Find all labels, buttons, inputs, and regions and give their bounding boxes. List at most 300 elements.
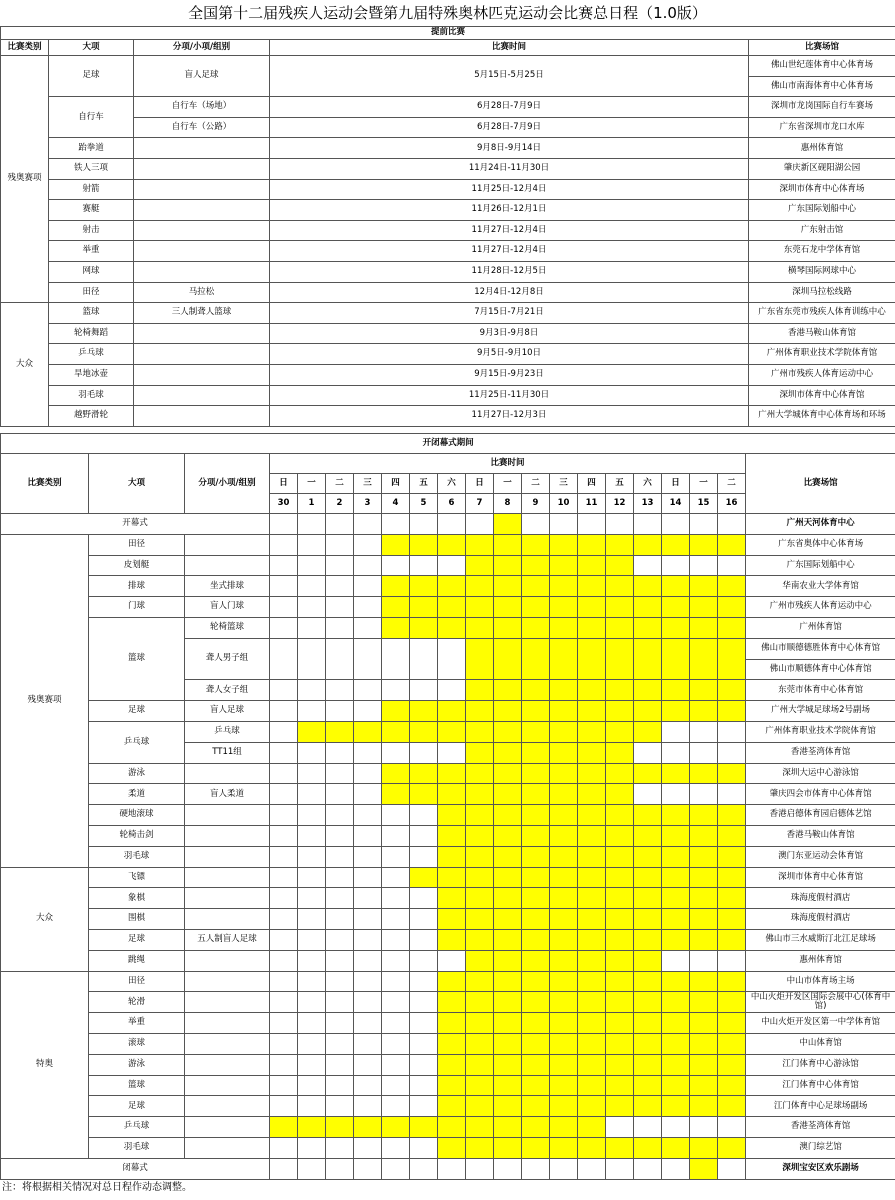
schedule-day-cell — [522, 950, 550, 971]
schedule-day-cell — [466, 784, 494, 805]
sub-event-cell — [185, 805, 270, 826]
weekday-cell: 二 — [326, 474, 354, 494]
schedule-day-cell — [606, 846, 634, 867]
sport-cell: 举重 — [89, 1013, 185, 1034]
main-schedule-table — [0, 433, 895, 1180]
schedule-day-cell — [662, 1075, 690, 1096]
venue-cell: 广东省深圳市龙口水库 — [749, 117, 895, 138]
venue-cell: 广州体育职业技术学院体育馆 — [749, 344, 895, 365]
venue-cell: 深圳马拉松线路 — [749, 282, 895, 303]
schedule-day-cell — [522, 825, 550, 846]
sub-event-cell: 轮椅篮球 — [185, 617, 270, 638]
sub-event-cell — [185, 888, 270, 909]
schedule-day-cell — [522, 1117, 550, 1138]
schedule-day-cell — [606, 888, 634, 909]
schedule-day-cell — [718, 867, 746, 888]
schedule-day-cell — [550, 1013, 578, 1034]
schedule-day-cell — [662, 1096, 690, 1117]
schedule-day-cell — [522, 867, 550, 888]
weekday-cell: 二 — [522, 474, 550, 494]
schedule-day-cell — [718, 1096, 746, 1117]
category-cell: 残奥赛项 — [1, 534, 89, 867]
schedule-day-cell — [690, 514, 718, 535]
time-cell: 7月15日-7月21日 — [270, 303, 749, 324]
schedule-day-cell — [662, 638, 690, 680]
schedule-day-cell — [662, 784, 690, 805]
schedule-day-cell — [466, 597, 494, 618]
venue-cell: 佛山市顺德德胜体育中心体育馆 — [746, 638, 895, 659]
schedule-day-cell — [438, 1096, 466, 1117]
venue-cell: 惠州体育馆 — [749, 138, 895, 159]
schedule-day-cell — [298, 888, 326, 909]
schedule-day-cell — [718, 721, 746, 742]
schedule-day-cell — [438, 763, 466, 784]
schedule-day-cell — [662, 950, 690, 971]
schedule-day-cell — [522, 1054, 550, 1075]
schedule-day-cell — [662, 617, 690, 638]
schedule-day-cell — [690, 1013, 718, 1034]
schedule-day-cell — [662, 534, 690, 555]
sub-event-cell — [185, 1013, 270, 1034]
sport-cell: 排球 — [89, 576, 185, 597]
time-header: 比赛时间 — [270, 454, 746, 474]
schedule-day-cell — [718, 929, 746, 950]
schedule-day-cell — [634, 1117, 662, 1138]
schedule-day-cell — [466, 1033, 494, 1054]
schedule-day-cell — [662, 805, 690, 826]
schedule-day-cell — [578, 784, 606, 805]
schedule-day-cell — [578, 909, 606, 930]
schedule-day-cell — [466, 701, 494, 722]
schedule-day-cell — [270, 701, 298, 722]
schedule-day-cell — [550, 534, 578, 555]
schedule-day-cell — [326, 514, 354, 535]
schedule-day-cell — [662, 929, 690, 950]
schedule-day-cell — [634, 1075, 662, 1096]
schedule-day-cell — [382, 742, 410, 763]
section-title: 开闭幕式期间 — [1, 434, 895, 454]
sub-event-cell — [185, 534, 270, 555]
sport-cell: 象棋 — [89, 888, 185, 909]
schedule-day-cell — [326, 617, 354, 638]
schedule-day-cell — [522, 617, 550, 638]
sub-event-cell — [134, 138, 270, 159]
schedule-day-cell — [270, 1137, 298, 1158]
schedule-day-cell — [382, 701, 410, 722]
schedule-day-cell — [438, 1054, 466, 1075]
schedule-day-cell — [634, 950, 662, 971]
venue-cell: 广州大学城体育中心体育场和环场 — [749, 406, 895, 427]
schedule-day-cell — [662, 576, 690, 597]
schedule-day-cell — [270, 555, 298, 576]
schedule-day-cell — [718, 576, 746, 597]
schedule-day-cell — [326, 992, 354, 1013]
schedule-day-cell — [634, 680, 662, 701]
day-cell: 8 — [494, 494, 522, 514]
schedule-day-cell — [326, 1117, 354, 1138]
schedule-day-cell — [690, 784, 718, 805]
schedule-day-cell — [606, 825, 634, 846]
schedule-day-cell — [578, 805, 606, 826]
schedule-day-cell — [606, 1013, 634, 1034]
schedule-day-cell — [326, 680, 354, 701]
schedule-day-cell — [466, 576, 494, 597]
schedule-day-cell — [550, 992, 578, 1013]
schedule-day-cell — [466, 1096, 494, 1117]
schedule-day-cell — [298, 992, 326, 1013]
schedule-day-cell — [326, 784, 354, 805]
schedule-day-cell — [718, 1117, 746, 1138]
schedule-day-cell — [326, 763, 354, 784]
schedule-day-cell — [466, 638, 494, 680]
schedule-day-cell — [634, 888, 662, 909]
sport-cell: 足球 — [49, 56, 134, 97]
venue-cell: 深圳市体育中心体育馆 — [749, 385, 895, 406]
schedule-day-cell — [578, 825, 606, 846]
schedule-day-cell — [354, 763, 382, 784]
schedule-day-cell — [270, 534, 298, 555]
schedule-day-cell — [326, 805, 354, 826]
sport-cell: 跆拳道 — [49, 138, 134, 159]
schedule-day-cell — [494, 617, 522, 638]
schedule-day-cell — [522, 805, 550, 826]
sport-cell: 射击 — [49, 220, 134, 241]
venue-cell: 香港荃湾体育馆 — [746, 742, 895, 763]
venue-cell: 深圳市龙岗国际自行车赛场 — [749, 97, 895, 118]
venue-cell: 澳门综艺馆 — [746, 1137, 895, 1158]
schedule-day-cell — [718, 992, 746, 1013]
schedule-day-cell — [494, 555, 522, 576]
day-cell: 10 — [550, 494, 578, 514]
schedule-day-cell — [298, 534, 326, 555]
time-cell: 9月8日-9月14日 — [270, 138, 749, 159]
sport-cell: 乒乓球 — [89, 1117, 185, 1138]
schedule-day-cell — [410, 992, 438, 1013]
venue-cell: 广州市残疾人体育运动中心 — [746, 597, 895, 618]
sport-cell: 皮划艇 — [89, 555, 185, 576]
time-cell: 6月28日-7月9日 — [270, 97, 749, 118]
schedule-day-cell — [298, 929, 326, 950]
sub-event-cell — [134, 261, 270, 282]
schedule-day-cell — [494, 846, 522, 867]
sport-cell: 田径 — [89, 534, 185, 555]
schedule-day-cell — [354, 576, 382, 597]
venue-cell: 香港荃湾体育馆 — [746, 1117, 895, 1138]
schedule-day-cell — [662, 1054, 690, 1075]
schedule-day-cell — [718, 888, 746, 909]
schedule-day-cell — [634, 1158, 662, 1179]
schedule-day-cell — [438, 805, 466, 826]
sport-cell: 飞镖 — [89, 867, 185, 888]
schedule-day-cell — [410, 1158, 438, 1179]
schedule-day-cell — [354, 825, 382, 846]
schedule-day-cell — [466, 1158, 494, 1179]
schedule-day-cell — [438, 992, 466, 1013]
schedule-day-cell — [634, 576, 662, 597]
schedule-day-cell — [494, 1158, 522, 1179]
schedule-day-cell — [410, 555, 438, 576]
sport-cell: 滚球 — [89, 1033, 185, 1054]
schedule-day-cell — [494, 825, 522, 846]
schedule-day-cell — [522, 576, 550, 597]
schedule-day-cell — [438, 1158, 466, 1179]
schedule-day-cell — [550, 805, 578, 826]
schedule-day-cell — [662, 514, 690, 535]
weekday-cell: 三 — [354, 474, 382, 494]
sport-cell: 篮球 — [89, 617, 185, 700]
schedule-day-cell — [550, 825, 578, 846]
schedule-day-cell — [466, 929, 494, 950]
schedule-day-cell — [466, 909, 494, 930]
sport-cell: 羽毛球 — [89, 1137, 185, 1158]
schedule-day-cell — [578, 1096, 606, 1117]
schedule-day-cell — [354, 1054, 382, 1075]
sport-cell: 篮球 — [49, 303, 134, 324]
schedule-day-cell — [270, 909, 298, 930]
day-cell: 14 — [662, 494, 690, 514]
schedule-day-cell — [438, 846, 466, 867]
schedule-day-cell — [466, 680, 494, 701]
weekday-cell: 日 — [270, 474, 298, 494]
schedule-day-cell — [382, 721, 410, 742]
sub-event-cell — [185, 1096, 270, 1117]
schedule-day-cell — [522, 971, 550, 992]
schedule-day-cell — [690, 909, 718, 930]
sport-cell: 足球 — [89, 929, 185, 950]
weekday-cell: 六 — [438, 474, 466, 494]
section-title: 提前比赛 — [1, 27, 895, 40]
schedule-day-cell — [606, 763, 634, 784]
schedule-day-cell — [270, 867, 298, 888]
schedule-day-cell — [354, 1158, 382, 1179]
schedule-day-cell — [718, 784, 746, 805]
schedule-day-cell — [578, 721, 606, 742]
weekday-cell: 二 — [718, 474, 746, 494]
schedule-day-cell — [270, 950, 298, 971]
schedule-day-cell — [578, 555, 606, 576]
schedule-day-cell — [270, 1013, 298, 1034]
schedule-day-cell — [410, 680, 438, 701]
sport-cell: 网球 — [49, 261, 134, 282]
schedule-day-cell — [326, 1096, 354, 1117]
sport-cell: 游泳 — [89, 763, 185, 784]
schedule-day-cell — [578, 867, 606, 888]
sport-cell: 柔道 — [89, 784, 185, 805]
sub-event-cell — [134, 158, 270, 179]
schedule-day-cell — [606, 1117, 634, 1138]
venue-cell: 佛山世纪莲体育中心体育场 — [749, 56, 895, 77]
weekday-cell: 一 — [298, 474, 326, 494]
schedule-day-cell — [326, 1137, 354, 1158]
schedule-day-cell — [298, 597, 326, 618]
schedule-day-cell — [634, 742, 662, 763]
schedule-day-cell — [410, 950, 438, 971]
schedule-day-cell — [298, 1033, 326, 1054]
schedule-day-cell — [606, 867, 634, 888]
schedule-day-cell — [522, 1033, 550, 1054]
schedule-day-cell — [382, 576, 410, 597]
schedule-day-cell — [606, 1033, 634, 1054]
column-header: 比赛场馆 — [749, 40, 895, 56]
schedule-day-cell — [298, 1013, 326, 1034]
category-cell: 大众 — [1, 303, 49, 427]
schedule-day-cell — [578, 680, 606, 701]
schedule-day-cell — [606, 971, 634, 992]
schedule-day-cell — [466, 992, 494, 1013]
schedule-day-cell — [466, 763, 494, 784]
schedule-day-cell — [578, 1137, 606, 1158]
schedule-day-cell — [522, 638, 550, 680]
schedule-day-cell — [494, 867, 522, 888]
schedule-day-cell — [410, 514, 438, 535]
schedule-day-cell — [494, 971, 522, 992]
schedule-day-cell — [494, 597, 522, 618]
day-cell: 9 — [522, 494, 550, 514]
sport-cell: 乒乓球 — [49, 344, 134, 365]
schedule-day-cell — [662, 555, 690, 576]
schedule-day-cell — [410, 971, 438, 992]
schedule-day-cell — [606, 929, 634, 950]
day-cell: 11 — [578, 494, 606, 514]
schedule-day-cell — [410, 1054, 438, 1075]
sub-event-cell — [185, 825, 270, 846]
column-header: 比赛类别 — [1, 454, 89, 514]
schedule-day-cell — [522, 555, 550, 576]
schedule-day-cell — [550, 1075, 578, 1096]
schedule-day-cell — [382, 929, 410, 950]
schedule-day-cell — [606, 1158, 634, 1179]
schedule-day-cell — [522, 680, 550, 701]
schedule-day-cell — [382, 950, 410, 971]
schedule-day-cell — [494, 1033, 522, 1054]
venue-cell: 深圳市体育中心体育场 — [749, 179, 895, 200]
venue-cell: 广东国际划船中心 — [749, 200, 895, 221]
time-cell: 11月24日-11月30日 — [270, 158, 749, 179]
schedule-day-cell — [382, 597, 410, 618]
schedule-day-cell — [326, 950, 354, 971]
sport-cell: 田径 — [89, 971, 185, 992]
schedule-day-cell — [634, 909, 662, 930]
schedule-day-cell — [690, 638, 718, 680]
schedule-day-cell — [298, 617, 326, 638]
ceremony-cell: 开幕式 — [1, 514, 270, 535]
schedule-day-cell — [466, 721, 494, 742]
schedule-day-cell — [494, 514, 522, 535]
sub-event-cell — [185, 1054, 270, 1075]
column-header: 大项 — [49, 40, 134, 56]
schedule-day-cell — [494, 763, 522, 784]
schedule-day-cell — [550, 617, 578, 638]
schedule-day-cell — [354, 805, 382, 826]
sport-cell: 门球 — [89, 597, 185, 618]
schedule-day-cell — [326, 867, 354, 888]
schedule-day-cell — [270, 514, 298, 535]
schedule-day-cell — [550, 1054, 578, 1075]
schedule-day-cell — [690, 742, 718, 763]
schedule-day-cell — [270, 638, 298, 680]
sport-cell: 轮椅击剑 — [89, 825, 185, 846]
schedule-day-cell — [326, 1075, 354, 1096]
schedule-day-cell — [298, 721, 326, 742]
schedule-day-cell — [634, 1137, 662, 1158]
schedule-day-cell — [550, 867, 578, 888]
schedule-day-cell — [326, 825, 354, 846]
sport-cell: 跳绳 — [89, 950, 185, 971]
schedule-day-cell — [326, 742, 354, 763]
time-cell: 11月27日-12月4日 — [270, 220, 749, 241]
schedule-day-cell — [354, 1013, 382, 1034]
schedule-day-cell — [718, 1158, 746, 1179]
schedule-day-cell — [550, 742, 578, 763]
ceremony-cell: 闭幕式 — [1, 1158, 270, 1179]
schedule-day-cell — [578, 1013, 606, 1034]
schedule-day-cell — [550, 680, 578, 701]
schedule-day-cell — [270, 929, 298, 950]
weekday-cell: 四 — [382, 474, 410, 494]
schedule-day-cell — [718, 514, 746, 535]
schedule-day-cell — [382, 1013, 410, 1034]
schedule-day-cell — [522, 763, 550, 784]
venue-cell: 澳门东亚运动会体育馆 — [746, 846, 895, 867]
category-cell: 大众 — [1, 867, 89, 971]
schedule-day-cell — [494, 1137, 522, 1158]
schedule-day-cell — [550, 514, 578, 535]
column-header: 分项/小项/组别 — [185, 454, 270, 514]
schedule-day-cell — [606, 617, 634, 638]
schedule-day-cell — [298, 555, 326, 576]
schedule-day-cell — [690, 617, 718, 638]
schedule-day-cell — [522, 721, 550, 742]
schedule-day-cell — [522, 534, 550, 555]
schedule-day-cell — [634, 846, 662, 867]
schedule-day-cell — [298, 971, 326, 992]
schedule-day-cell — [326, 1158, 354, 1179]
schedule-day-cell — [382, 1075, 410, 1096]
day-cell: 2 — [326, 494, 354, 514]
schedule-day-cell — [690, 555, 718, 576]
schedule-day-cell — [662, 1158, 690, 1179]
schedule-day-cell — [410, 701, 438, 722]
sport-cell: 篮球 — [89, 1075, 185, 1096]
schedule-day-cell — [466, 514, 494, 535]
schedule-day-cell — [662, 825, 690, 846]
schedule-day-cell — [578, 701, 606, 722]
sport-cell: 轮椅舞蹈 — [49, 323, 134, 344]
schedule-day-cell — [522, 742, 550, 763]
schedule-day-cell — [634, 534, 662, 555]
schedule-day-cell — [354, 555, 382, 576]
sub-event-cell — [185, 555, 270, 576]
venue-cell: 江门体育中心足球场副场 — [746, 1096, 895, 1117]
schedule-day-cell — [690, 1033, 718, 1054]
schedule-day-cell — [354, 867, 382, 888]
schedule-day-cell — [578, 534, 606, 555]
schedule-day-cell — [522, 1096, 550, 1117]
schedule-day-cell — [326, 597, 354, 618]
schedule-day-cell — [326, 1013, 354, 1034]
schedule-day-cell — [662, 971, 690, 992]
column-header: 分项/小项/组别 — [134, 40, 270, 56]
schedule-day-cell — [718, 846, 746, 867]
weekday-cell: 一 — [494, 474, 522, 494]
schedule-day-cell — [522, 992, 550, 1013]
venue-cell: 广州天河体育中心 — [746, 514, 895, 535]
sub-event-cell: TT11组 — [185, 742, 270, 763]
schedule-day-cell — [662, 846, 690, 867]
schedule-day-cell — [494, 701, 522, 722]
schedule-day-cell — [690, 805, 718, 826]
venue-cell: 横琴国际网球中心 — [749, 261, 895, 282]
